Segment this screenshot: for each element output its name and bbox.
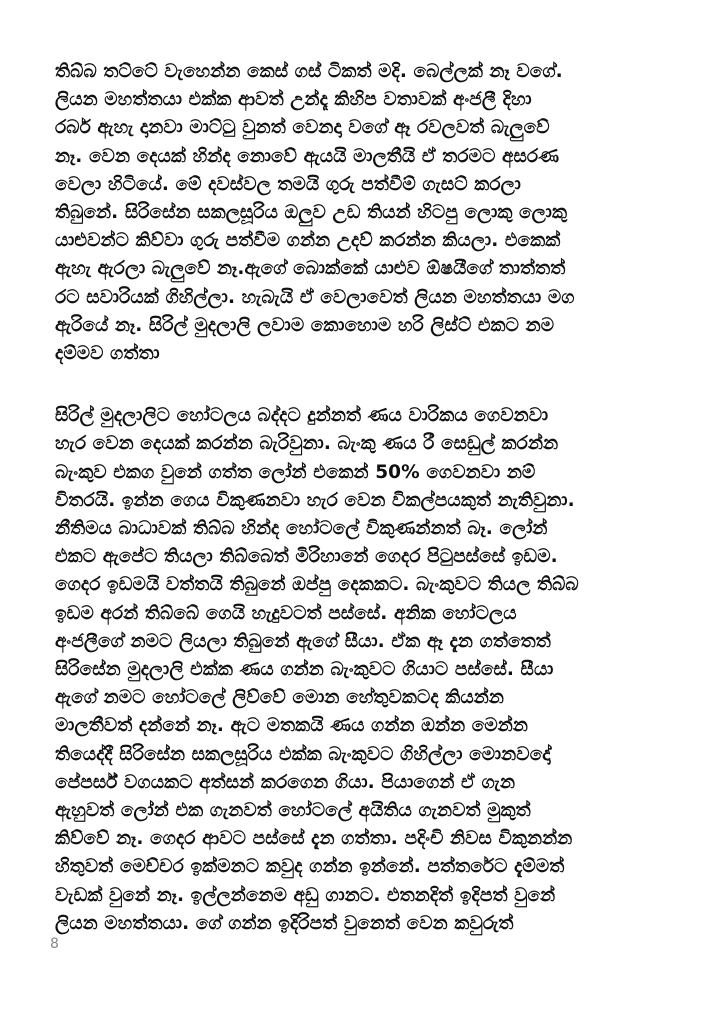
text-line: මාලතීවත් දන්නේ නෑ. ඇට මතකයි ණය ගන්න ඔන්න මෙන්න [55, 715, 528, 737]
paragraph-2 [55, 402, 675, 938]
text-line: යාළුවන්ට කිව්වා ගුරු පත්වීම ගන්න උදව් කරන්න කියලා. එකෙක් [55, 230, 561, 252]
text-line: වෙලා හිටියේ. මේ දවස්වල තමයි ගුරු පත්වීම් ගැසට් කරලා [55, 173, 521, 195]
text-line: හැර වෙන දෙයක් කරන්න බැරිවුනා. බැංකු ණය රී සෙඩුල් කරන්න [55, 433, 559, 455]
text-line: සිරිසේන මුදලාලි එක්ක ණය ගන්න බැංකුවට ගියාට පස්සේ. සීයා [55, 659, 554, 681]
text-line: දම්මව ගත්තා [55, 343, 160, 365]
text-line: බැංකුව එකග වුනේ ගත්ත ලෝන් එකෙන් 50% ගෙවනවා නම් [55, 461, 536, 483]
text-line: සිරිල් මුදලාලිට හෝටලය බද්දට දුන්නත් ණය වාරිකය ගෙවනවා [55, 405, 549, 427]
paragraph-spacer [55, 368, 675, 402]
text-line: රට සවාරියක් ගිහිල්ලා. හැබැයි ඒ වෙලාවෙත් ලියන මහත්තයා මග [55, 286, 575, 308]
body-text [55, 58, 675, 938]
text-line: ලියන මහත්තයා. ගේ ගන්න ඉදිරිපත් වුනෙත් වෙන කවුරුත් [55, 912, 514, 934]
text-line: එකට ඇපේට තියලා තිබ්බෙත් මිරිහානේ ගෙදර පිටුපස්සේ ඉඩම. [55, 546, 558, 568]
text-line: නීතිමය බාධාවක් තිබ්බ හින්ද හෝටලේ විකුණන්නත් බෑ. ලෝන් [55, 518, 548, 540]
text-line: තියෙද්දී සිරිසේන සකලසූරිය එක්ක බැංකුවට ගිහිල්ලා මොනවදෝ [55, 743, 551, 765]
text-line: කිව්වේ නෑ. ගෙදර ආවට පස්සේ දැන ගත්තා. පදිංචි නිවස විකුනන්න [55, 828, 573, 850]
text-line: තිබුනේ. සිරිසේන සකලසූරිය ඔලුව උඩ තියන් හිටපු ලොකු ලොකු [55, 202, 568, 224]
text-line: වැඩක් වුනේ නෑ. ඉල්ලන්නෙම අඩු ගානට. එතනදිත් ඉදිපත් වුනේ [55, 884, 556, 906]
text-line: ලියන මහත්තයා එක්ක ආවත් උන්දෑ කිහිප වතාවක් අංජලී දිහා [55, 89, 532, 111]
text-line: රබර් ඇහැ දානවා මාට්ටු වුනත් වෙනදා වගේ ඈ රවලවත් බැලුවේ [55, 117, 550, 139]
text-line: පේපර්ස් වගයකට අත්සන් කරගෙන ගියා. පියාගෙන් ඒ ගැන [55, 771, 516, 793]
paragraph-1 [55, 58, 675, 368]
text-line: ගෙදර ඉඩමයි වත්තයි තිබුනේ ඔප්පු දෙකකට. බැංකුවට තියල තිබ්බ [55, 574, 579, 596]
text-line: නෑ. වෙන දෙයක් හින්ද නොවේ ඇයයි මාලතීයි ඒ තරමට අසරණ [55, 145, 560, 167]
text-line: ඇරියේ නෑ. සිරිල් මුදලාලි ලවාම කොහොම හරි ලිස්ට් එකට නම [55, 314, 555, 336]
page-number: 8 [50, 936, 59, 952]
text-line: ඇහැ ඇරලා බැලුවේ නෑ.ඇගේ බොක්කේ යාළුව ඕෂයීගේ තාත්තත් [55, 258, 566, 280]
text-line: ඇහුවත් ලෝන් එක ගැනවත් හෝටලේ අයිතිය ගැනවත් මුකුත් [55, 800, 531, 822]
text-line: හිතුවත් මෙච්චර ඉක්මනට කවුද ගන්න ඉන්නේ. පත්තරේට දැම්මත් [55, 856, 565, 878]
text-line: විතරයි. ඉන්න ගෙය විකුණනවා හැර වෙන විකල්පයකුත් නැතිවුනා. [55, 489, 575, 511]
text-line: තිබ්බ තට්ටේ වැහෙන්න කෙස් ගස් ටිකත් මදි. බෙල්ලක් නෑ වගේ. [55, 61, 563, 82]
text-line: අංජලීගේ නමට ලියලා තිබුනේ ඇගේ සීයා. ඒක ඈ දැන ගත්තෙත් [55, 630, 551, 652]
text-line: ඉඩම අරන් තිබ්බේ ගෙයි හැදුවටත් පස්සේ. අනික හෝටලය [55, 602, 517, 624]
text-line: ඇගේ නමට හෝටලේ ලිව්වේ මොන හේතුවකටද කියන්න [55, 687, 505, 709]
